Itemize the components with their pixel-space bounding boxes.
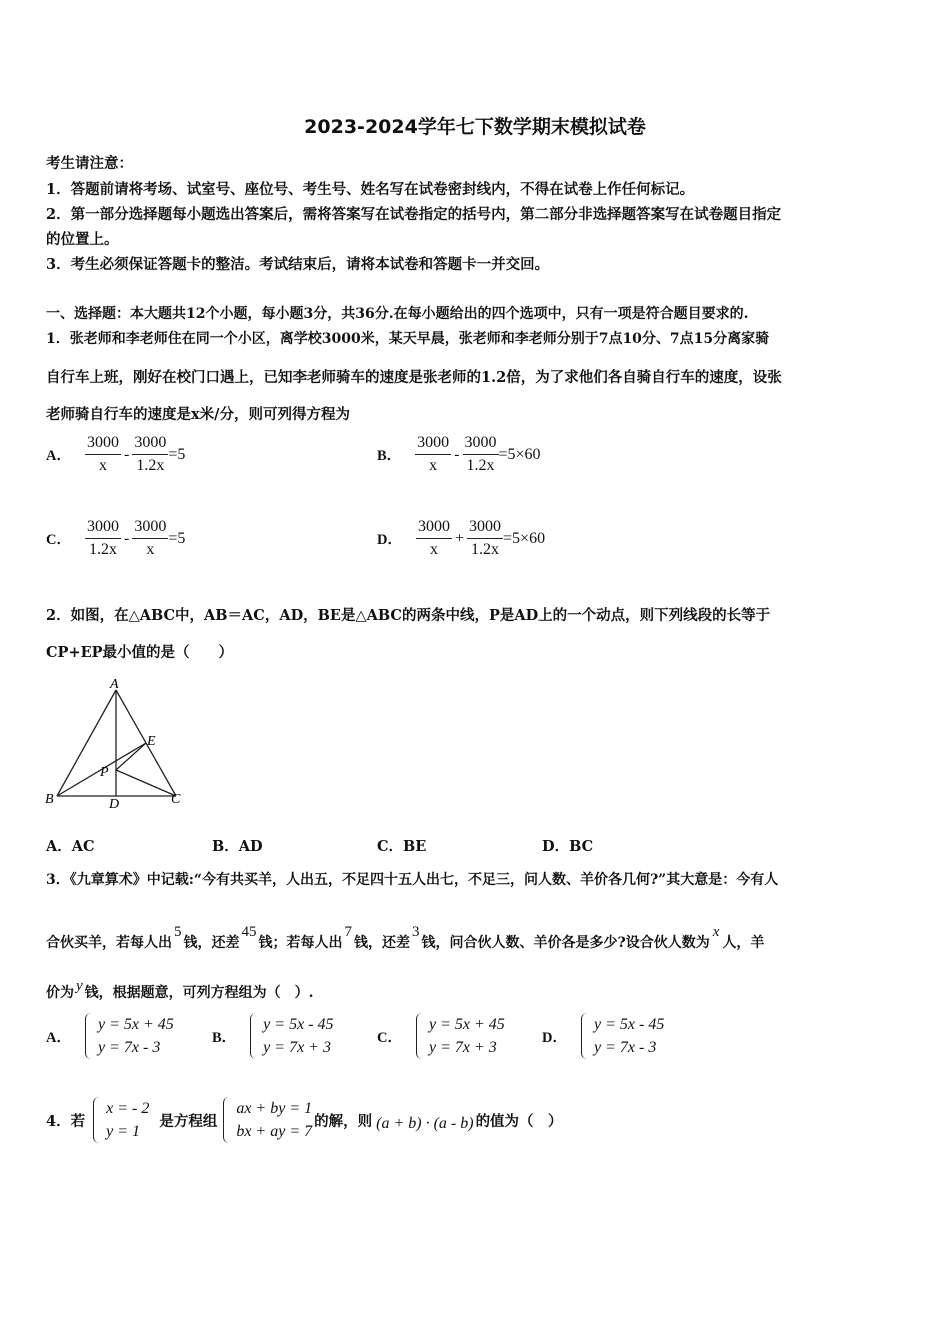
question-2-text: 2．如图，在△ABC中，AB＝AC，AD，BE是△ABC的两条中线，P是AD上的一个动点，则下列线段的长等于 (46, 607, 771, 624)
page-title: 2023-2024学年七下数学期末模拟试卷 (304, 116, 646, 138)
brace (250, 1013, 259, 1059)
notice-item: 2．第一部分选择题每小题选出答案后，需将答案写在试卷指定的括号内，第二部分非选择题答案写在试卷题目指定 (46, 206, 782, 223)
option-d[interactable]: D． y = 5x - 45 y = 7x - 3 (542, 1013, 664, 1059)
triangle-figure (40, 676, 190, 811)
option-b[interactable]: B． y = 5x - 45 y = 7x + 3 (212, 1013, 334, 1059)
question-3-text: 合伙买羊，若每人出5钱，还差45钱；若每人出7钱，还差3钱，问合伙人数、羊价各是多少?设合伙人数为x人，羊 (46, 924, 765, 951)
option-b[interactable]: B．AD (212, 838, 263, 855)
label-a: A (110, 677, 119, 692)
label-b: B (45, 792, 54, 807)
notice-item: 1．答题前请将考场、试室号、座位号、考生号、姓名写在试卷密封线内，不得在试卷上作任何标记。 (46, 181, 695, 198)
equation-system: ax + by = 1 bx + ay = 7 (223, 1097, 312, 1143)
option-a[interactable]: A．AC (46, 838, 95, 855)
option-c[interactable]: C．BE (377, 838, 427, 855)
section-heading: 一、选择题：本大题共12个小题，每小题3分，共36分.在每小题给出的四个选项中，只有一项是符合题目要求的. (46, 306, 749, 322)
option-c[interactable]: C． $\frac{3000}{1.2x}$ - $\frac{3000}{x}$ =5 (46, 518, 186, 558)
brace (581, 1013, 590, 1059)
expression: (a + b) · (a - b) (376, 1115, 474, 1132)
notice-item: 的位置上。 (46, 231, 119, 248)
option-a[interactable]: A． y = 5x + 45 y = 7x - 3 (46, 1013, 174, 1059)
side-ab (57, 690, 116, 796)
question-3-text: 价为 y 钱，根据题意，可列方程组为（ ）. (46, 978, 314, 1001)
question-2-text: CP+EP最小值的是（ ） (46, 644, 234, 661)
notice-heading: 考生请注意： (46, 155, 133, 172)
segment-pc (116, 770, 176, 796)
option-a[interactable]: A． $\frac{3000}{x}$ - $\frac{3000}{1.2x}$ =5 (46, 434, 186, 474)
question-1-text: 自行车上班，刚好在校门口遇上，已知李老师骑车的速度是张老师的1.2倍，为了求他们各自骑自行车的速度，设张 (46, 369, 782, 386)
question-1-text: 老师骑自行车的速度是x米/分，则可列得方程为 (46, 406, 350, 423)
brace (416, 1013, 425, 1059)
label-c: C (171, 792, 181, 807)
label-e: E (147, 734, 156, 749)
brace (93, 1097, 102, 1143)
option-c[interactable]: C． y = 5x + 45 y = 7x + 3 (377, 1013, 505, 1059)
notice-item: 3．考生必须保证答题卡的整洁。考试结束后，请将本试卷和答题卡一并交回。 (46, 256, 550, 273)
option-b[interactable]: B． $\frac{3000}{x}$ - $\frac{3000}{1.2x}$ =5×60 (377, 434, 541, 474)
option-d[interactable]: D．BC (542, 838, 594, 855)
question-3-text: 3．《九章算术》中记载:“今有共买羊，人出五，不足四十五人出七，不足三，问人数、羊价各几何?”其大意是：今有人 (46, 872, 779, 888)
option-d[interactable]: D． $\frac{3000}{x}$ + $\frac{3000}{1.2x}$ =5×60 (377, 518, 546, 558)
segment-pe (116, 743, 146, 770)
question-4-text: 4．若 x = - 2 y = 1 是方程组 ax + by = 1 bx + ay = 7 的解，则 (a + b) · (a - b) 的值为（ ） (46, 1097, 563, 1143)
question-1-text: 1．张老师和李老师住在同一个小区，离学校3000米，某天早晨，张老师和李老师分别于7点10分、7点15分离家骑 (46, 331, 770, 347)
label-p: P (100, 765, 109, 780)
label-d: D (109, 797, 120, 811)
brace (223, 1097, 232, 1143)
brace (85, 1013, 94, 1059)
solution-system: x = - 2 y = 1 (93, 1097, 149, 1143)
